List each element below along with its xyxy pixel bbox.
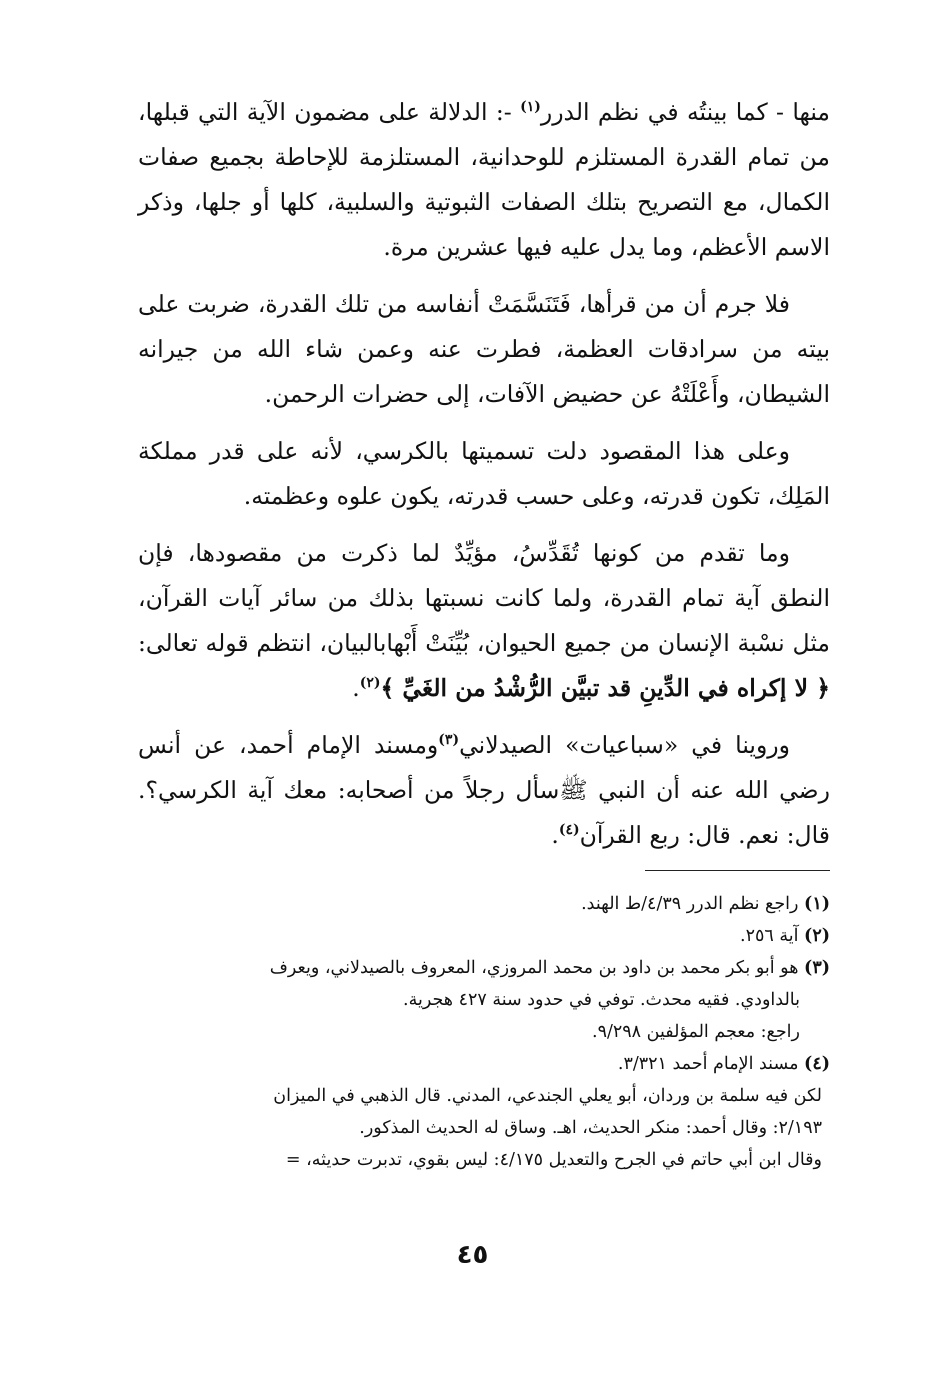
footnote-ref-2[interactable]: (٢) bbox=[359, 675, 381, 692]
footnote-ref-1[interactable]: (١) bbox=[520, 99, 541, 116]
footnote-number: (٢) bbox=[804, 926, 830, 946]
footnote-ref-4[interactable]: (٤) bbox=[558, 822, 580, 839]
footnote-3 bbox=[138, 952, 830, 984]
paragraph-5-middle: ومسند الإمام أحمد، عن أنس رضي الله عنه أن النبي ﷺسأل رجلاً من أصحابه: معك آية الكرسي؟. قال: نعم. قال: ربع القرآن bbox=[138, 731, 830, 849]
footnote-4-line-4: وقال ابن أبي حاتم في الجرح والتعديل ٤/١٧٥: ليس بقوي، تدبرت حديثه، = bbox=[285, 1150, 822, 1170]
footnotes bbox=[138, 888, 830, 1176]
footnote-4-line-2: لكن فيه سلمة بن وردان، أبو يعلي الجندعي، المدني. قال الذهبي في الميزان bbox=[273, 1086, 822, 1106]
paragraph-3: وعلى هذا المقصود دلت تسميتها بالكرسي، لأنه على قدر مملكة المَلِك، تكون قدرته، وعلى حسب قدرته، يكون علوه وعظمته. bbox=[138, 437, 830, 510]
footnote-text: راجع نظم الدرر ٤/٣٩/ط الهند. bbox=[581, 894, 799, 914]
paragraph-5-start: وروينا في «سباعيات» الصيدلاني bbox=[459, 731, 790, 759]
page-number: ٤٥ bbox=[456, 1240, 489, 1270]
footnote-ref-3[interactable]: (٣) bbox=[438, 732, 460, 749]
paragraph-4 bbox=[138, 531, 830, 711]
footnote-2 bbox=[138, 920, 830, 952]
footnote-3-continued: بالداودي. فقيه محدث. توفي في حدود سنة ٤٢٧ هجرية. bbox=[403, 990, 800, 1010]
footnote-number: (٣) bbox=[804, 958, 830, 978]
paragraph-1 bbox=[138, 90, 830, 270]
footnote-4 bbox=[138, 1048, 830, 1080]
paragraph-4-start: وما تقدم من كونها تُقَدِّسُ، مؤيِّدٌ لما ذكرت من مقصودها، فإن النطق آية تمام القدرة، ولما كانت نسبتها بذلك من سائر آيات القرآن، مثل نسْبة الإنسان من جميع الحيوان، بُيِّنَتْ أَبْهابالبيان، انتظم قوله تعالى: bbox=[138, 539, 830, 657]
paragraph-2: فلا جرم أن من قرأها، فَتَنَسَّمَتْ أنفاسه من تلك القدرة، ضربت على بيته من سرادقات العظمة، فطرت عنه وعمن شاء الله من جيرانه الشيطان، وأَعْلَتْهُ عن حضيض الآفات، إلى حضرات الرحمن. bbox=[138, 290, 830, 408]
paragraph-4-end: . bbox=[352, 674, 360, 702]
paragraph-5 bbox=[138, 723, 830, 858]
main-text bbox=[138, 90, 830, 870]
footnote-text: مسند الإمام أحمد ٣/٣٢١. bbox=[617, 1054, 799, 1074]
paragraph-5-end: . bbox=[551, 821, 559, 849]
footnote-text: آية ٢٥٦. bbox=[739, 926, 799, 946]
paragraph-1-start: منها - كما بينتُه في نظم الدرر bbox=[540, 98, 830, 126]
footnote-1 bbox=[138, 888, 830, 920]
footnote-text: هو أبو بكر محمد بن داود بن محمد المروزي، المعروف بالصيدلاني، ويعرف bbox=[269, 958, 799, 978]
footnote-number: (٤) bbox=[804, 1054, 830, 1074]
paragraph-1-end: -: الدلالة على مضمون الآية التي قبلها، من تمام القدرة المستلزم للوحدانية، المستلزمة للإحاطة بجميع صفات الكمال، مع التصريح بتلك الصفات الثبوتية والسلبية، كلها أو جلها، وذكر الاسم الأعظم، وما يدل عليه فيها عشرين مرة. bbox=[138, 98, 830, 261]
footnote-separator bbox=[645, 870, 830, 871]
footnote-3-reference: راجع: معجم المؤلفين ٩/٢٩٨. bbox=[591, 1022, 800, 1042]
footnote-4-line-3: ٢/١٩٣: وقال أحمد: منكر الحديث، اهـ. وساق له الحديث المذكور. bbox=[359, 1118, 822, 1138]
footnote-number: (١) bbox=[804, 894, 830, 914]
quran-verse: ﴿ لا إكراه في الدِّينِ قد تبيَّن الرُّشْدُ من الغَيِّ ﴾ bbox=[380, 674, 830, 702]
